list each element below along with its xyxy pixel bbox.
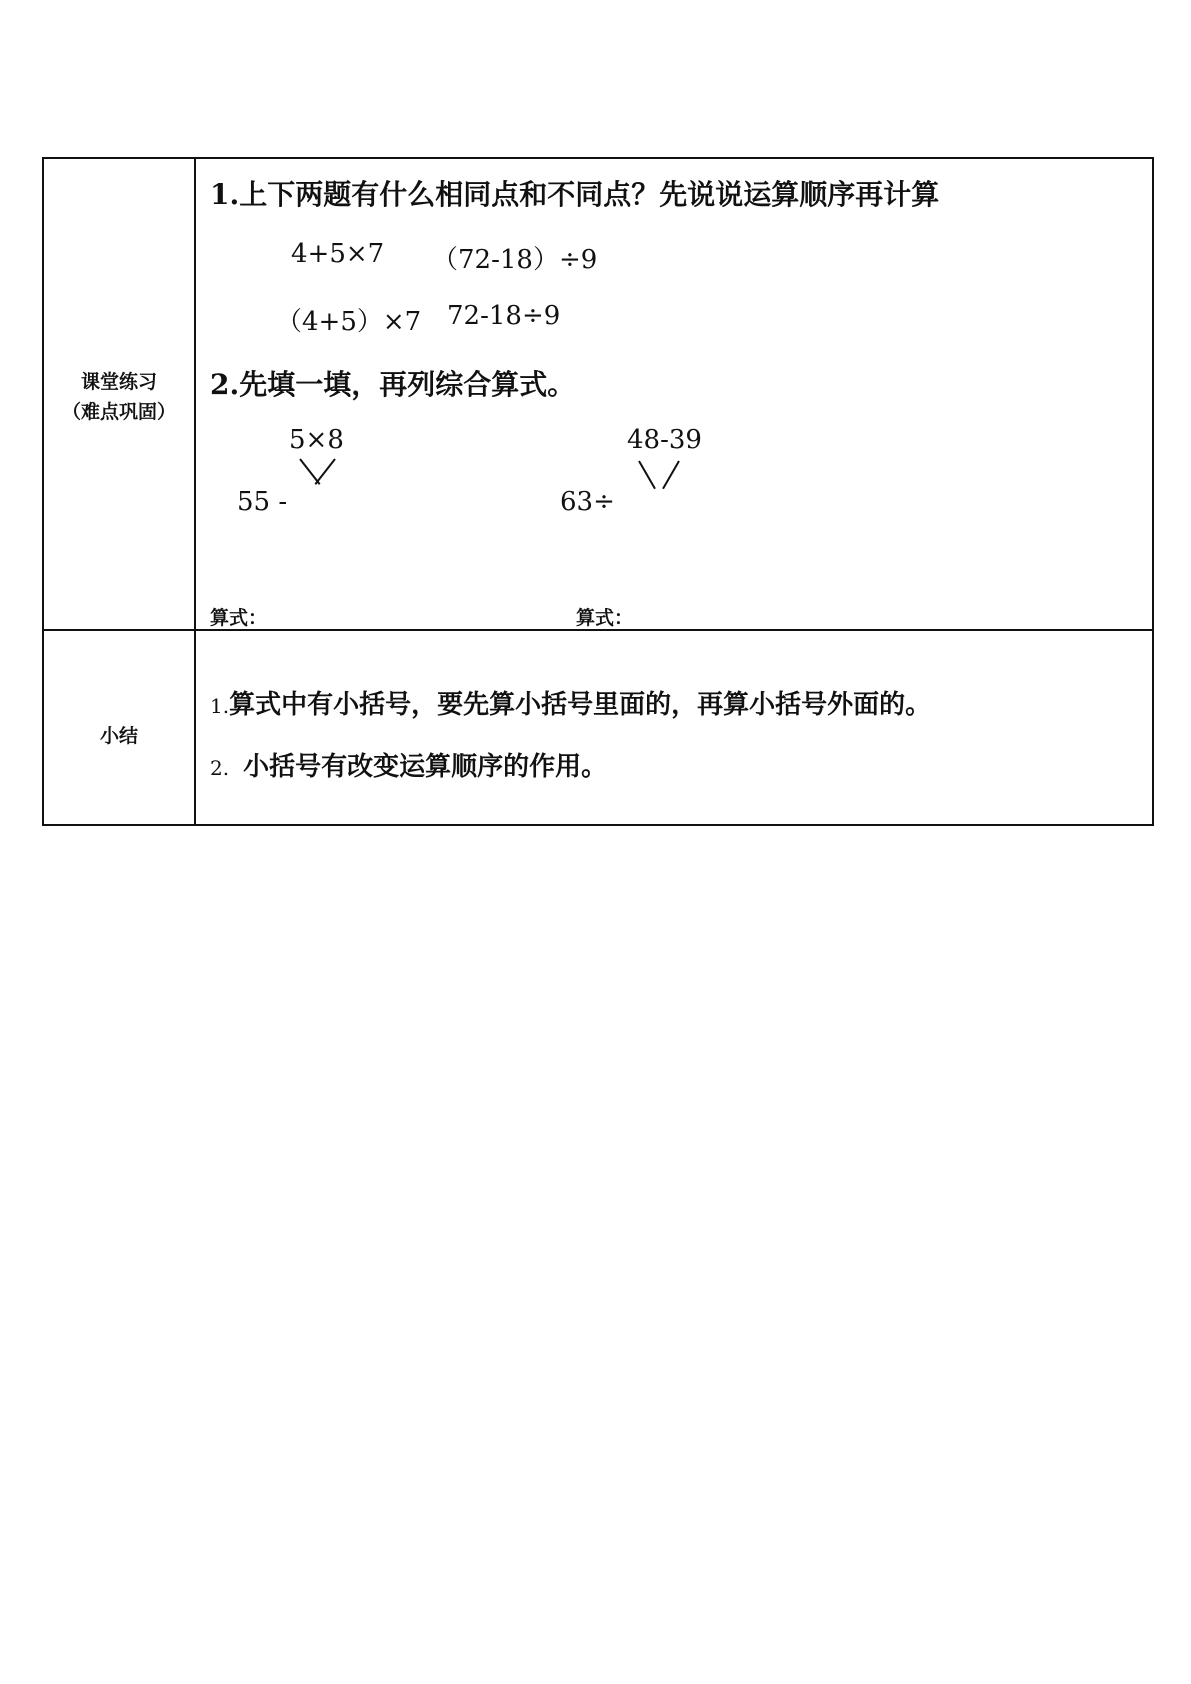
formula-left-label: 算式： [210,607,268,629]
summary-item-1 [210,684,931,721]
expression-2a: （4+5）×7 [276,307,422,337]
tree-right-top: 48-39 [627,425,702,455]
expression-2b: 72-18÷9 [447,301,561,331]
practice-label-line2: （难点巩固） [61,401,176,423]
summary-item-1-number: 1. [210,694,230,718]
expression-1b: （72-18）÷9 [432,245,598,275]
tree-right-branch-left [638,461,656,490]
expression-1a: 4+5×7 [291,239,385,269]
tree-right-base: 63÷ [560,487,615,517]
tree-right-branch-right [662,461,680,490]
summary-label: 小结 [99,725,138,747]
column-divider [194,159,196,824]
practice-label-line1: 课堂练习 [80,371,157,393]
tree-left-top: 5×8 [289,425,344,455]
formula-right-label: 算式： [576,607,634,629]
lesson-table [42,157,1154,826]
question-2-title: 2.先填一填，再列综合算式。 [210,368,576,401]
summary-item-1-text: 算式中有小括号，要先算小括号里面的，再算小括号外面的。 [229,690,932,720]
summary-item-2 [210,746,607,783]
summary-item-2-number: 2. [210,756,230,780]
tree-left-base: 55 - [237,487,288,517]
question-1-title: 1.上下两题有什么相同点和不同点？先说说运算顺序再计算 [210,178,940,211]
summary-item-2-text: 小括号有改变运算顺序的作用。 [243,752,608,782]
tree-left-branch-right [315,458,336,484]
